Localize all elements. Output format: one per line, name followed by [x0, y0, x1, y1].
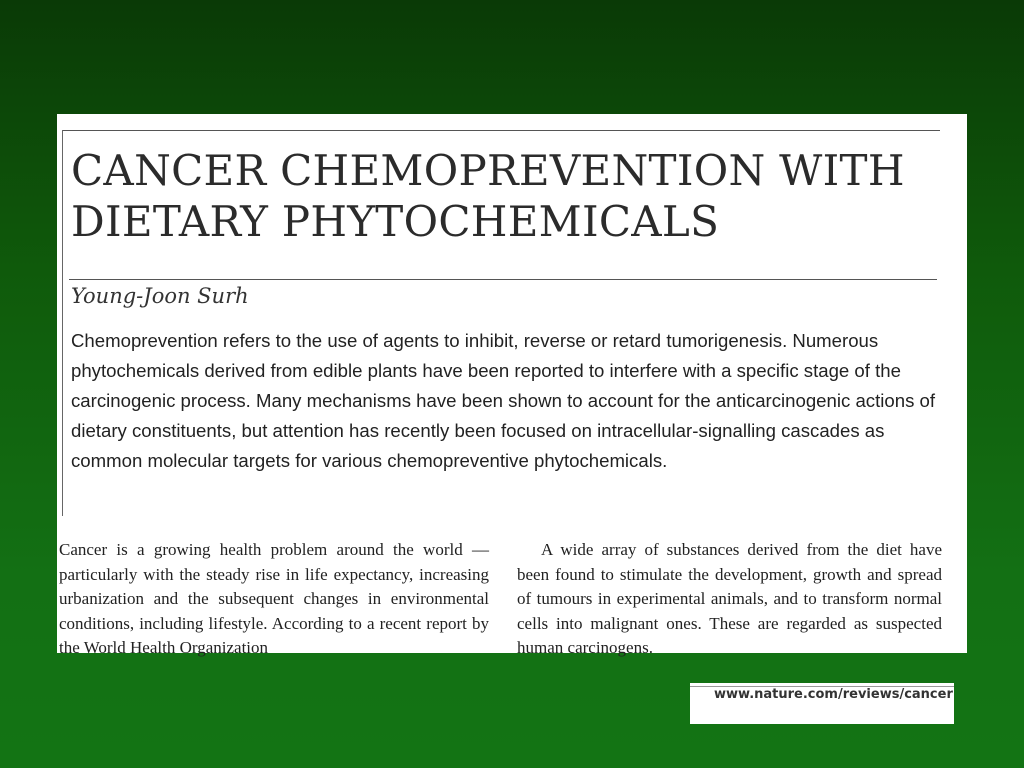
- body-column-left: Cancer is a growing health problem around the world — particularly with the steady rise in life expectancy, increasing urbanization and the subsequent changes in environmental conditions, including lifestyle. According to a recent report by the World Health Organization: [59, 540, 489, 657]
- source-url: www.nature.com/reviews/cancer: [714, 687, 953, 702]
- article-excerpt: [57, 114, 967, 657]
- title-divider: [69, 279, 937, 280]
- article-abstract: Chemoprevention refers to the use of agents to inhibit, reverse or retard tumorigenesis. Numerous phytochemicals derived from edible plants have been reported to interfere with a specific stage of the carcinogenic process. Many mechanisms have been shown to account for the anticarcinogenic actions of dietary constituents, but attention has recently been focused on intracellular-signalling cascades as common molecular targets for various chemopreventive phytochemicals.: [71, 330, 936, 471]
- body-column-right-text: A wide array of substances derived from the diet have been found to stimulate the development, growth and spread of tumours in experimental animals, and to transform normal cells into malignant ones. These are regarded as suspected human carcinogens.: [517, 540, 942, 657]
- left-rule: [62, 130, 63, 516]
- top-rule: [62, 130, 940, 131]
- article-title: CANCER CHEMOPREVENTION WITH DIETARY PHYTOCHEMICALS: [71, 146, 905, 246]
- body-column-right: [517, 538, 942, 661]
- source-url-box: [690, 683, 954, 724]
- article-author: Young-Joon Surh: [71, 284, 249, 308]
